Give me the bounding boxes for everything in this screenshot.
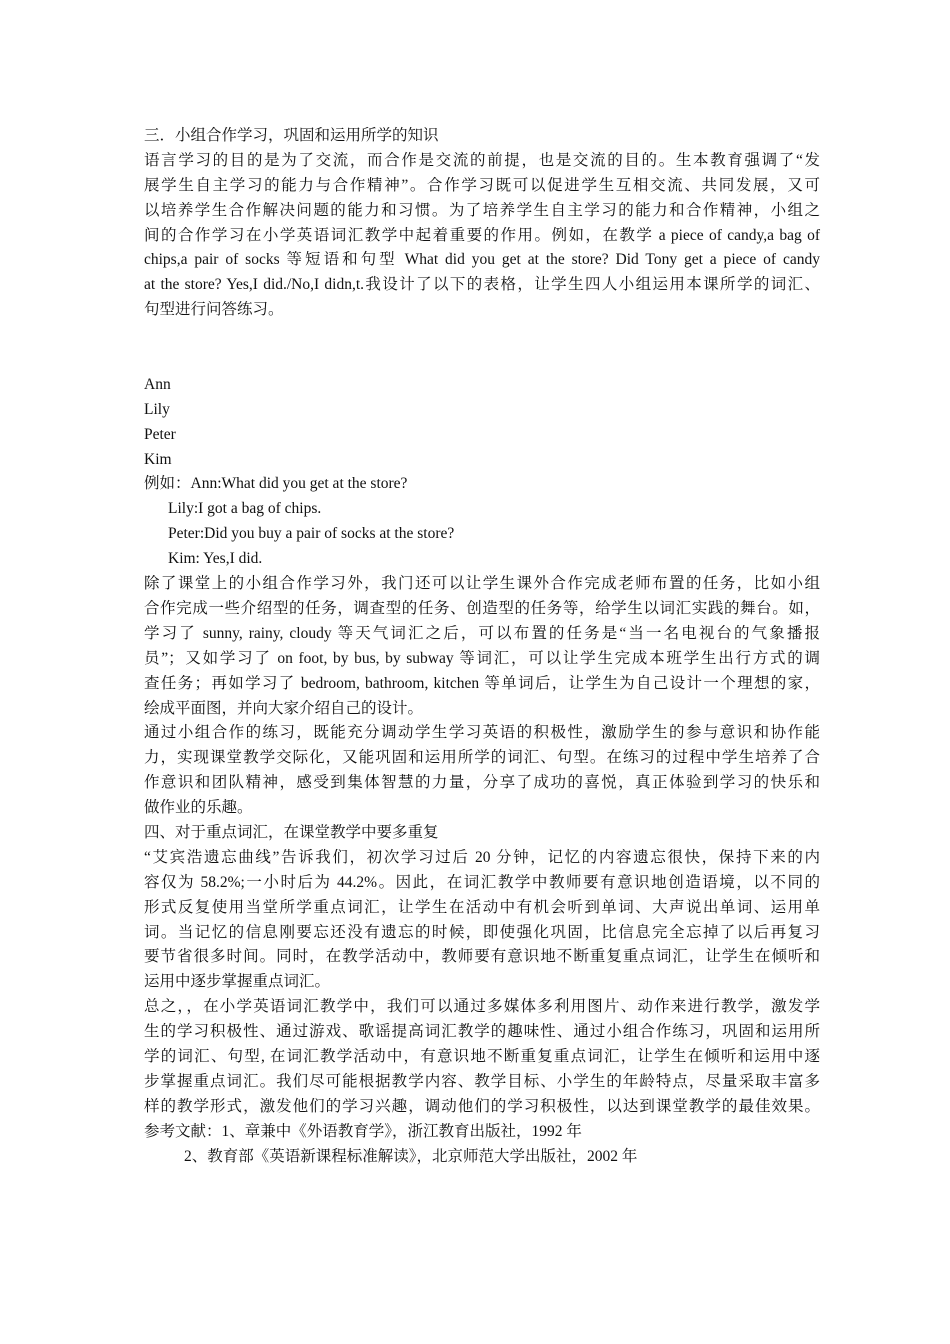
paragraph-line: 展学生自主学习的能力与合作精神”。合作学习既可以促进学生互相交流、共同发展，又可	[144, 176, 820, 194]
references	[144, 1120, 820, 1170]
paragraph-line: chips,a pair of socks 等短语和句型 What did you get at the store? Did Tony get a piece of candy	[144, 251, 820, 269]
document-page	[144, 124, 820, 1169]
paragraph-line: 员”；又如学习了 on foot, by bus, by subway 等词汇，可以让学生完成本班学生出行方式的调	[144, 649, 820, 667]
paragraph-line: 总之，，在小学英语词汇教学中，我们可以通过多媒体多利用图片、动作来进行教学，激发学	[144, 998, 820, 1016]
student-name: Kim	[144, 450, 172, 468]
conclusion-paragraph	[144, 995, 820, 1119]
dialogue-line: Peter:Did you buy a pair of socks at the store?	[168, 525, 455, 543]
paragraph-line: 合作完成一些介绍型的任务，调查型的任务、创造型的任务等，给学生以词汇实践的舞台。如，	[144, 599, 820, 617]
paragraph-line: 形式反复使用当堂所学重点词汇，让学生在活动中有机会听到单词、大声说出单词、运用单	[144, 898, 820, 916]
paragraph-line: 容仅为 58.2%;一小时后为 44.2%。因此，在词汇教学中教师要有意识地创造语境，以不同的	[144, 873, 820, 891]
dialogue-line: Kim: Yes,I did.	[168, 550, 263, 568]
section-4-heading: 四、对于重点词汇，在课堂教学中要多重复	[144, 823, 439, 841]
paragraph-line: 词。当记忆的信息刚要忘还没有遗忘的时候，即使强化巩固，比信息完全忘掉了以后再复习	[144, 923, 820, 941]
student-name: Peter	[144, 425, 176, 443]
section-3-paragraph	[144, 149, 820, 323]
reference-item: 2、教育部《英语新课程标准解读》，北京师范大学出版社，2002 年	[184, 1147, 638, 1165]
paragraph-line: 绘成平面图，并向大家介绍自己的设计。	[144, 699, 424, 717]
paragraph-line: 步掌握重点词汇。我们尽可能根据教学内容、教学目标、小学生的年龄特点，尽量采取丰富多	[144, 1072, 820, 1090]
paragraph-line: 语言学习的目的是为了交流，而合作是交流的前提，也是交流的目的。生本教育强调了“发	[144, 151, 820, 169]
paragraph-line: 做作业的乐趣。	[144, 799, 253, 817]
section-3-heading: 三．小组合作学习，巩固和运用所学的知识	[144, 127, 439, 144]
paragraph-line: 以培养学生合作解决问题的能力和习惯。为了培养学生自主学习的能力和合作精神，小组之	[144, 201, 820, 219]
paragraph-line: 除了课堂上的小组合作学习外，我门还可以让学生课外合作完成老师布置的任务，比如小组	[144, 575, 820, 593]
paragraph-line: 作意识和团队精神，感受到集体智慧的力量，分享了成功的喜悦，真正体验到学习的快乐和	[144, 774, 820, 792]
dialogue-intro: 例如：Ann:What did you get at the store?	[144, 475, 408, 493]
student-name: Lily	[144, 400, 170, 418]
tasks-paragraph	[144, 572, 820, 721]
paragraph-line: 学的词汇、句型, 在词汇教学活动中，有意识地不断重复重点词汇，让学生在倾听和运用中逐	[144, 1047, 820, 1065]
paragraph-line: 间的合作学习在小学英语词汇教学中起着重要的作用。例如，在教学 a piece of candy,a bag of	[144, 226, 820, 244]
paragraph-line: 通过小组合作的练习，既能充分调动学生学习英语的积极性，激励学生的参与意识和协作能	[144, 724, 820, 742]
student-name-list	[144, 373, 820, 473]
paragraph-line: 学习了 sunny, rainy, cloudy 等天气词汇之后，可以布置的任务是“当一名电视台的气象播报	[144, 624, 820, 642]
dialogue-line: Lily:I got a bag of chips.	[168, 500, 322, 518]
practice-paragraph	[144, 721, 820, 821]
paragraph-line: 查任务；再如学习了 bedroom, bathroom, kitchen 等单词后，让学生为自己设计一个理想的家，	[144, 674, 820, 692]
example-dialogue	[144, 472, 820, 572]
paragraph-line: 要节省很多时间。同时，在教学活动中，教师要有意识地不断重复重点词汇，让学生在倾听和	[144, 948, 820, 966]
paragraph-line: at the store? Yes,I did./No,I didn,t.我设计了以下的表格，让学生四人小组运用本课所学的词汇、	[144, 276, 820, 294]
student-name: Ann	[144, 375, 171, 393]
paragraph-line: “艾宾浩遗忘曲线”告诉我们，初次学习过后 20 分钟，记忆的内容遗忘很快，保持下来的内	[144, 848, 820, 866]
paragraph-line: 样的教学形式，激发他们的学习兴趣，调动他们的学习积极性，以达到课堂教学的最佳效果。	[144, 1097, 820, 1115]
paragraph-line: 句型进行问答练习。	[144, 301, 284, 319]
table-placeholder-gap	[144, 323, 820, 373]
paragraph-line: 生的学习积极性、通过游戏、歌谣提高词汇教学的趣味性、通过小组合作练习，巩固和运用所	[144, 1023, 820, 1041]
paragraph-line: 运用中逐步掌握重点词汇。	[144, 973, 331, 991]
section-4-paragraph	[144, 846, 820, 995]
paragraph-line: 力，实现课堂教学交际化，又能巩固和运用所学的词汇、句型。在练习的过程中学生培养了合	[144, 749, 820, 767]
reference-item: 参考文献：1、章兼中《外语教育学》，浙江教育出版社，1992 年	[144, 1122, 582, 1140]
